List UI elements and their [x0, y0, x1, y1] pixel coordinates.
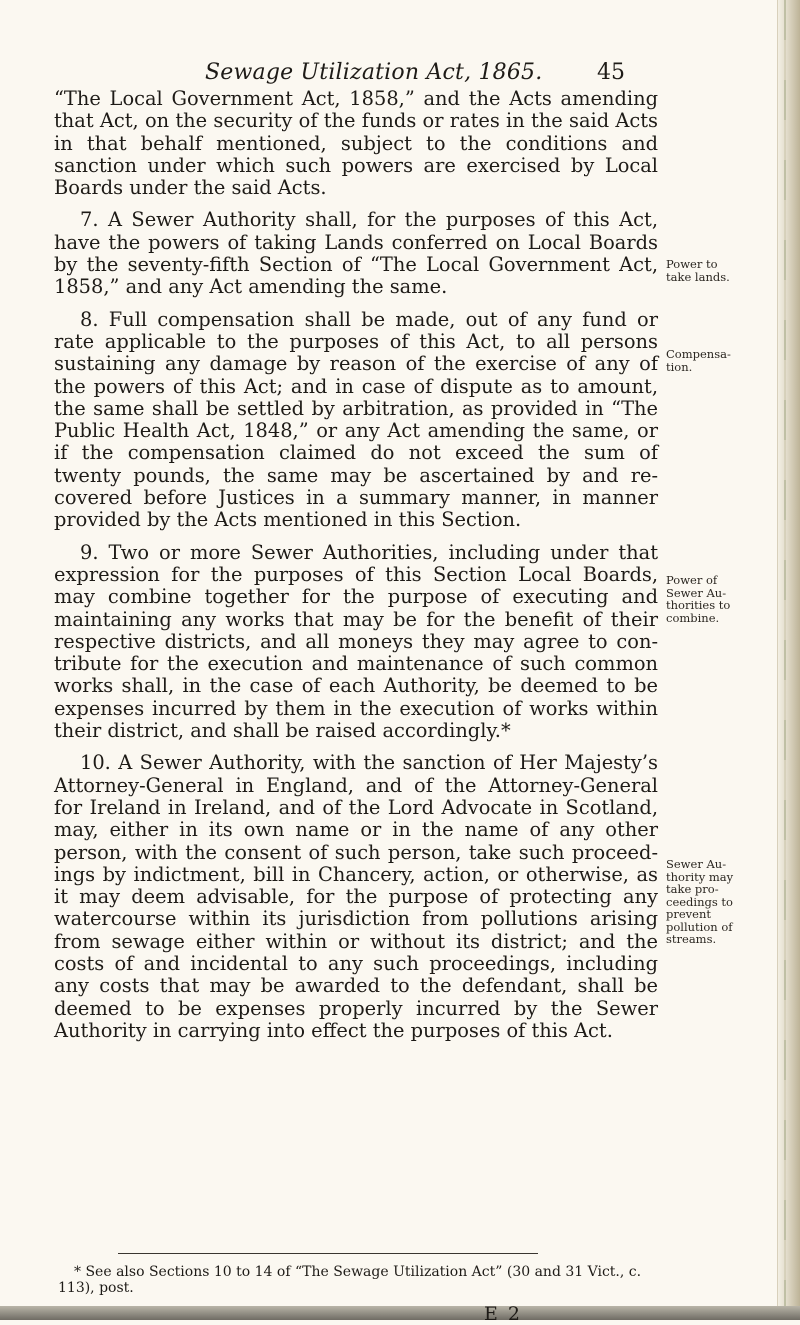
section-10: 10. A Sewer Authority, with the sanction of Her Majesty’s Attorney-General in England, and of the Attorney-General for Ireland in Ireland, and of the Lord Advocate in Scotland, may, either in its own name or in the name of any other person, with the consent of such person, take such proceed-ings by indictment, bill in Chancery, action, or otherwise, as it may deem advisable, for the purpose of protecting any watercourse within its jurisdiction from pollutions arising from sewage either within or without its district; and the costs of and incidental to any such proceedings, including any costs that may be awarded to the defendant, shall be deemed to be expenses properly incurred by the Sewer Authority in carrying into effect the purposes of this Act. [54, 751, 658, 1042]
section-8: 8. Full compensation shall be made, out of any fund or rate applicable to the purposes of this Act, to all persons sustaining any damage by reason of the exercise of any of the powers of this Act; and in case of dispute as to amount, the same shall be settled by arbitration, as provided in “The Public Health Act, 1848,” or any Act amending the same, or if the compensation claimed do not exceed the sum of twenty pounds, the same may be ascertained by and re-covered before Justices in a summary manner, in manner provided by the Acts mentioned in this Section. [54, 307, 658, 532]
running-head: Sewage Utilization Act, 1865. [205, 60, 543, 85]
footnote-mark: * [74, 1264, 81, 1280]
page-bottom-edge [0, 1306, 800, 1320]
section-7: 7. A Sewer Authority shall, for the purposes of this Act, have the powers of taking Lands conferred on Local Boards by the seventy-fifth Section of “The Local Government Act, 1858,” and any Act amending the same. [54, 208, 658, 299]
section-9: 9. Two or more Sewer Authorities, including under that expression for the purposes of this Section Local Boards, may combine together for the purpose of executing and maintaining any works that may be for the benefit of their respective districts, and all moneys they may agree to con-tribute for the execution and maintenance of such common works shall, in the case of each Authority, be deemed to be expenses incurred by them in the execution of works within their district, and shall be raised accordingly.* [54, 540, 658, 743]
page-number: 45 [597, 60, 625, 85]
margin-note-power-to-combine: Power of Sewer Au-thorities to combine. [666, 573, 731, 625]
footnote-text: See also Sections 10 to 14 of “The Sewage Utilization Act” (30 and 31 Vict., c. 113), post. [58, 1264, 642, 1296]
margin-note-power-to-take-lands: Power to take lands. [666, 257, 730, 284]
body-text [54, 88, 658, 1052]
footnote [58, 1264, 658, 1296]
book-spine-edge [777, 0, 800, 1320]
margin-note-compensation: Compensa-tion. [666, 347, 731, 374]
footnote-divider [118, 1253, 538, 1254]
paragraph-continuation: “The Local Government Act, 1858,” and the Acts amending that Act, on the security of the funds or rates in the said Acts in that behalf mentioned, subject to the conditions and sanction under which such powers are exercised by Local Boards under the said Acts. [54, 87, 658, 200]
margin-note-pollution-proceedings: Sewer Au-thority may take pro-ceedings to prevent pollution of streams. [666, 857, 734, 946]
signature-mark: E 2 [484, 1303, 522, 1325]
